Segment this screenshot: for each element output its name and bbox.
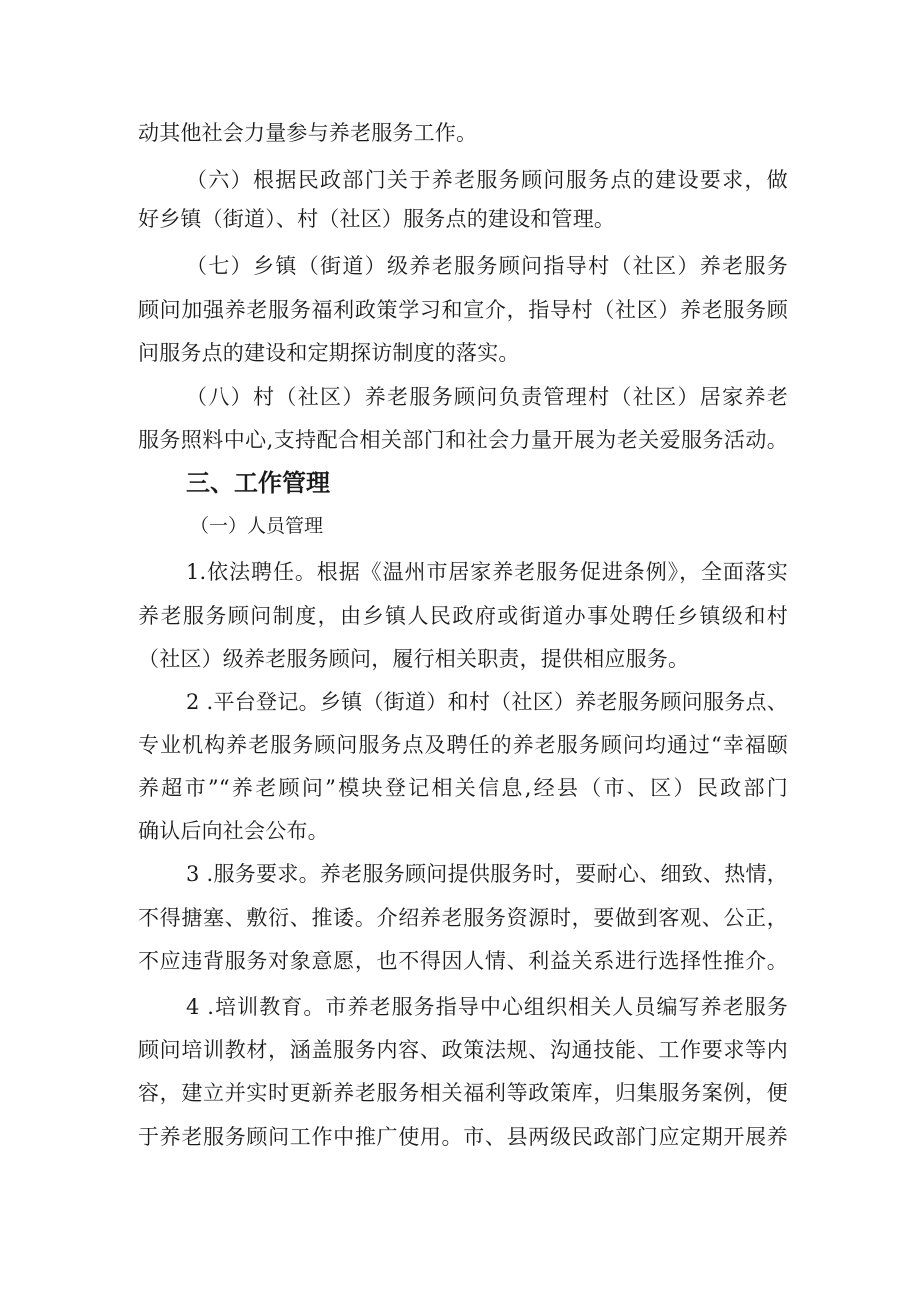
text-line: 2 .平台登记。乡镇（街道）和村（社区）养老服务顾问服务点、 bbox=[186, 690, 788, 714]
text-line: 顾问培训教材，涵盖服务内容、政策法规、沟通技能、工作要求等内 bbox=[138, 1038, 788, 1062]
text-line: （六）根据民政部门关于养老服务顾问服务点的建设要求，做 bbox=[186, 168, 788, 192]
text-line: 专业机构养老服务顾问服务点及聘任的养老服务顾问均通过“幸福颐 bbox=[138, 733, 788, 757]
text-line: 动其他社会力量参与养老服务工作。 bbox=[138, 121, 478, 145]
text-line: 3 .服务要求。养老服务顾问提供服务时，要耐心、细致、热情， bbox=[186, 862, 788, 886]
text-line: 好乡镇（街道）、村（社区）服务点的建设和管理。 bbox=[138, 207, 616, 231]
text-line: 4 .培训教育。市养老服务指导中心组织相关人员编写养老服务 bbox=[186, 995, 788, 1019]
text-line: 不应违背服务对象意愿，也不得因人情、利益关系进行选择性推介。 bbox=[138, 949, 788, 973]
text-line: 问服务点的建设和定期探访制度的落实。 bbox=[138, 341, 520, 365]
text-line: 顾问加强养老服务福利政策学习和宣介，指导村（社区）养老服务顾 bbox=[138, 298, 788, 322]
text-line: （七）乡镇（街道）级养老服务顾问指导村（社区）养老服务 bbox=[186, 254, 788, 278]
text-line: 服务照料中心,支持配合相关部门和社会力量开展为老关爱服务活动。 bbox=[138, 428, 788, 452]
text-line: 养老服务顾问制度，由乡镇人民政府或街道办事处聘任乡镇级和村 bbox=[138, 604, 788, 628]
text-line: 养超市”“养老顾问”模块登记相关信息,经县（市、区）民政部门 bbox=[138, 776, 788, 800]
text-line: 于养老服务顾问工作中推广使用。市、县两级民政部门应定期开展养 bbox=[138, 1125, 788, 1149]
text-line: （社区）级养老服务顾问，履行相关职责，提供相应服务。 bbox=[138, 647, 690, 671]
text-line: （八）村（社区）养老服务顾问负责管理村（社区）居家养老 bbox=[186, 385, 788, 409]
text-line: 不得搪塞、敷衍、推诿。介绍养老服务资源时，要做到客观、公正， bbox=[138, 906, 788, 930]
text-line: 确认后向社会公布。 bbox=[138, 819, 329, 843]
text-line: 容，建立并实时更新养老服务相关福利等政策库，归集服务案例，便 bbox=[138, 1081, 788, 1105]
subsection-heading: （一）人员管理 bbox=[190, 515, 324, 537]
section-heading: 三、工作管理 bbox=[186, 469, 330, 497]
text-line: 1.依法聘任。根据《温州市居家养老服务促进条例》，全面落实 bbox=[186, 560, 788, 584]
